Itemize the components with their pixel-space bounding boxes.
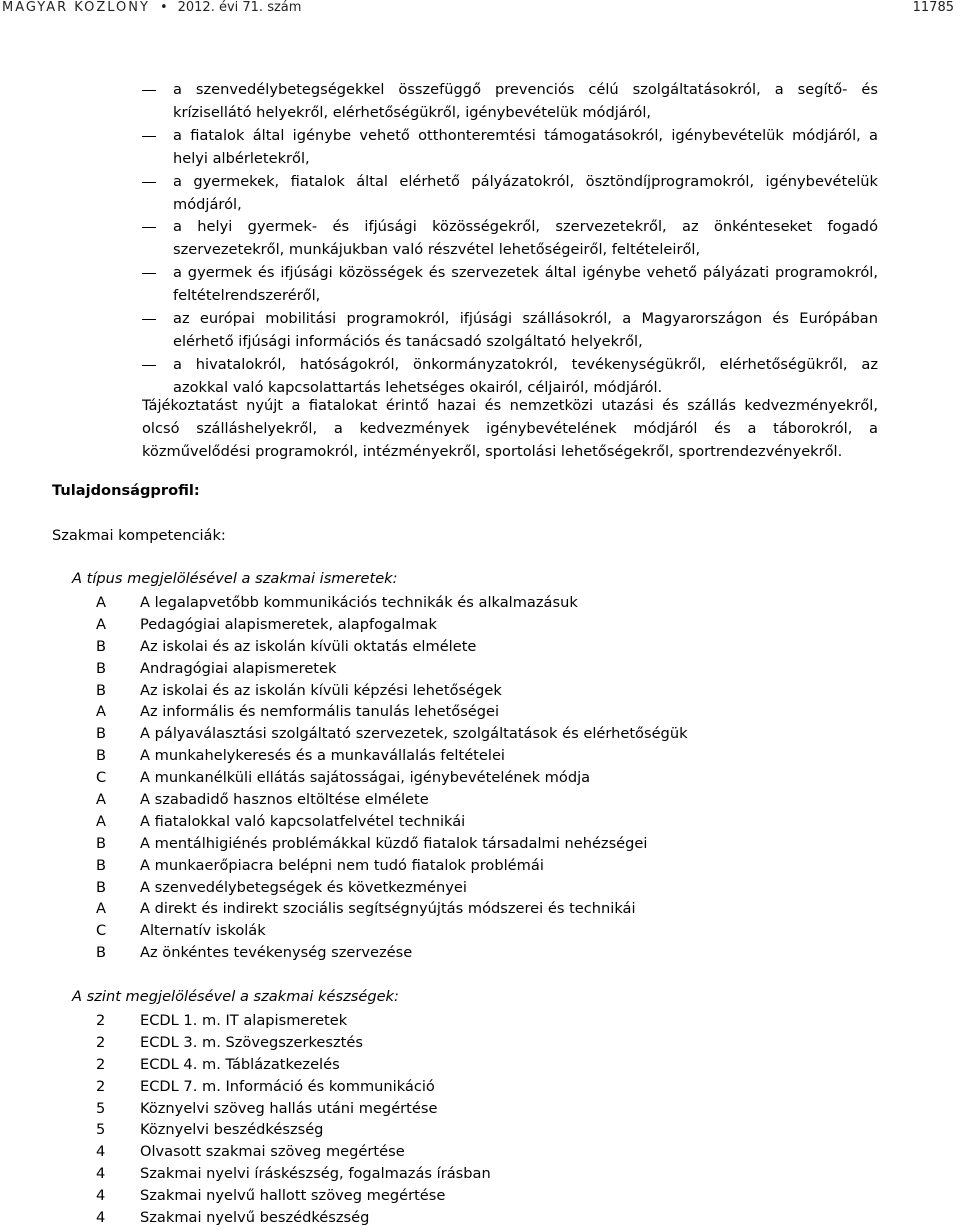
issue-label: 2012. évi 71. szám (177, 0, 302, 15)
knowledge-row (96, 680, 796, 702)
skill-text: Szakmai nyelvű hallott szöveg megértése (140, 1187, 446, 1205)
knowledge-text: A pályaválasztási szolgáltató szervezetek, szolgáltatások és elérhetőségük (140, 725, 688, 743)
level-code: 4 (96, 1187, 106, 1205)
type-code: B (96, 834, 107, 852)
type-code: B (96, 878, 107, 896)
level-code: 5 (96, 1099, 106, 1117)
knowledge-text: A munkanélküli ellátás sajátosságai, igénybevételének módja (140, 769, 591, 787)
skill-row (96, 1163, 796, 1185)
list-item (142, 354, 878, 400)
competency-label: Szakmai kompetenciák: (52, 527, 226, 544)
list-item-text: a hivatalokról, hatóságokról, önkormányzatokról, tevékenységükről, elérhetőségükről, az azokkal való kapcsolattartás lehetséges okairól, céljairól, módjáról. (173, 355, 878, 396)
dash-marker (142, 90, 156, 91)
skill-row (96, 1098, 796, 1120)
type-code: B (96, 659, 107, 677)
skill-row (96, 1185, 796, 1207)
list-item (142, 262, 878, 308)
knowledge-row (96, 898, 796, 920)
list-item-text: a helyi gyermek- és ifjúsági közösségekről, szervezetekről, az önkénteseket fogadó szervezetekről, munkájukban való részvétel lehetőségeiről, feltételeiről, (173, 218, 878, 259)
bullet-list (142, 79, 878, 400)
level-code: 4 (96, 1143, 106, 1161)
knowledge-row (96, 723, 796, 745)
list-item-text: a fiatalok által igénybe vehető otthonteremtési támogatásokról, igénybevételük módjáról, a helyi albérletekről, (173, 126, 878, 167)
knowledge-text: Alternatív iskolák (140, 922, 266, 940)
dash-marker (142, 273, 156, 274)
knowledge-text: A mentálhigiénés problémákkal küzdő fiatalok társadalmi nehézségei (140, 834, 648, 852)
knowledge-list (96, 592, 796, 964)
list-item (142, 216, 878, 262)
header-separator: • (159, 0, 168, 15)
knowledge-row (96, 701, 796, 723)
type-code: B (96, 747, 107, 765)
dash-marker (142, 227, 156, 228)
journal-name: MAGYAR KÖZLÖNY (2, 0, 150, 15)
knowledge-title: A típus megjelölésével a szakmai ismeretek: (72, 570, 398, 587)
knowledge-row (96, 833, 796, 855)
type-code: A (96, 791, 106, 809)
list-item-text: a gyermekek, fiatalok által elérhető pályázatokról, ösztöndíjprogramokról, igénybevételük módjáról, (173, 172, 878, 213)
level-code: 2 (96, 1077, 106, 1095)
knowledge-text: A fiatalokkal való kapcsolatfelvétel technikái (140, 812, 466, 830)
knowledge-row (96, 636, 796, 658)
type-code: C (96, 769, 107, 787)
knowledge-row (96, 592, 796, 614)
type-code: A (96, 812, 106, 830)
skill-text: Szakmai nyelvű beszédkészség (140, 1209, 370, 1227)
profile-heading: Tulajdonságprofil: (52, 482, 200, 499)
level-code: 4 (96, 1209, 106, 1227)
skill-text: Köznyelvi beszédkészség (140, 1121, 324, 1139)
list-item (142, 125, 878, 171)
knowledge-row (96, 855, 796, 877)
skill-text: Olvasott szakmai szöveg megértése (140, 1143, 405, 1161)
skill-row (96, 1119, 796, 1141)
type-code: B (96, 856, 107, 874)
knowledge-row (96, 658, 796, 680)
knowledge-text: Az informális és nemformális tanulás lehetőségei (140, 703, 500, 721)
knowledge-text: A munkahelykeresés és a munkavállalás feltételei (140, 747, 505, 765)
knowledge-text: A direkt és indirekt szociális segítségnyújtás módszerei és technikái (140, 900, 636, 918)
knowledge-row (96, 877, 796, 899)
knowledge-text: Az iskolai és az iskolán kívüli oktatás elmélete (140, 637, 477, 655)
page-header (0, 0, 960, 22)
type-code: B (96, 681, 107, 699)
info-paragraph: Tájékoztatást nyújt a fiatalokat érintő hazai és nemzetközi utazási és szállás kedvezményekről, olcsó szálláshelyekről, a kedvezmények igénybevételének módjáról és a táborokról, a közművelődési programokról, intézményekről, sportolási lehetőségekről, sportrendezvényekről. (142, 397, 878, 460)
knowledge-text: A legalapvetőbb kommunikációs technikák és alkalmazásuk (140, 594, 578, 611)
dash-marker (142, 365, 156, 366)
list-item-text: a szenvedélybetegségekkel összefüggő prevenciós célú szolgáltatásokról, a segítő- és krízisellátó helyekről, elérhetőségükről, igénybevételük módjáról, (173, 81, 878, 121)
level-code: 5 (96, 1121, 106, 1139)
type-code: C (96, 922, 107, 940)
type-code: B (96, 637, 107, 655)
type-code: B (96, 725, 107, 743)
knowledge-row (96, 811, 796, 833)
skill-row (96, 1207, 796, 1229)
knowledge-row (96, 942, 796, 964)
knowledge-text: Pedagógiai alapismeretek, alapfogalmak (140, 615, 437, 633)
list-item (142, 308, 878, 354)
skill-row (96, 1141, 796, 1163)
knowledge-text: Az önkéntes tevékenység szervezése (140, 944, 413, 962)
list-item (142, 79, 878, 125)
knowledge-row (96, 767, 796, 789)
list-item-text: az európai mobilitási programokról, ifjúsági szállásokról, a Magyarországon és Európában elérhető ifjúsági információs és tanácsadó szolgáltató helyekről, (173, 310, 878, 350)
level-code: 4 (96, 1165, 106, 1183)
knowledge-text: A szenvedélybetegségek és következményei (140, 878, 467, 896)
skill-text: Köznyelvi szöveg hallás utáni megértése (140, 1099, 438, 1117)
knowledge-text: A munkaerőpiacra belépni nem tudó fiatalok problémái (140, 856, 544, 874)
list-item-text: a gyermek és ifjúsági közösségek és szervezetek által igénybe vehető pályázati programokról, feltételrendszeréről, (173, 264, 878, 305)
skill-row (96, 1054, 796, 1076)
skills-title: A szint megjelölésével a szakmai készségek: (72, 988, 399, 1005)
dash-marker (142, 319, 156, 320)
skill-text: Szakmai nyelvi íráskészség, fogalmazás írásban (140, 1165, 491, 1183)
skill-text: ECDL 7. m. Információ és kommunikáció (140, 1077, 435, 1095)
knowledge-text: Andragógiai alapismeretek (140, 659, 337, 677)
type-code: A (96, 703, 106, 721)
knowledge-row (96, 745, 796, 767)
running-head (2, 0, 301, 15)
type-code: A (96, 594, 106, 611)
type-code: A (96, 900, 106, 918)
knowledge-row (96, 789, 796, 811)
type-code: B (96, 944, 107, 962)
skill-text: ECDL 4. m. Táblázatkezelés (140, 1055, 340, 1073)
page-number: 11785 (912, 0, 954, 15)
skill-text: ECDL 1. m. IT alapismeretek (140, 1012, 348, 1029)
knowledge-text: Az iskolai és az iskolán kívüli képzési lehetőségek (140, 681, 502, 699)
type-code: A (96, 615, 106, 633)
skill-text: ECDL 3. m. Szövegszerkesztés (140, 1033, 363, 1051)
knowledge-text: A szabadidő hasznos eltöltése elmélete (140, 791, 429, 809)
dash-marker (142, 136, 156, 137)
skill-row (96, 1076, 796, 1098)
dash-marker (142, 182, 156, 183)
level-code: 2 (96, 1012, 106, 1029)
skill-row (96, 1032, 796, 1054)
level-code: 2 (96, 1055, 106, 1073)
skill-row (96, 1010, 796, 1032)
skills-list (96, 1010, 796, 1229)
level-code: 2 (96, 1033, 106, 1051)
list-item (142, 171, 878, 217)
knowledge-row (96, 614, 796, 636)
knowledge-row (96, 920, 796, 942)
